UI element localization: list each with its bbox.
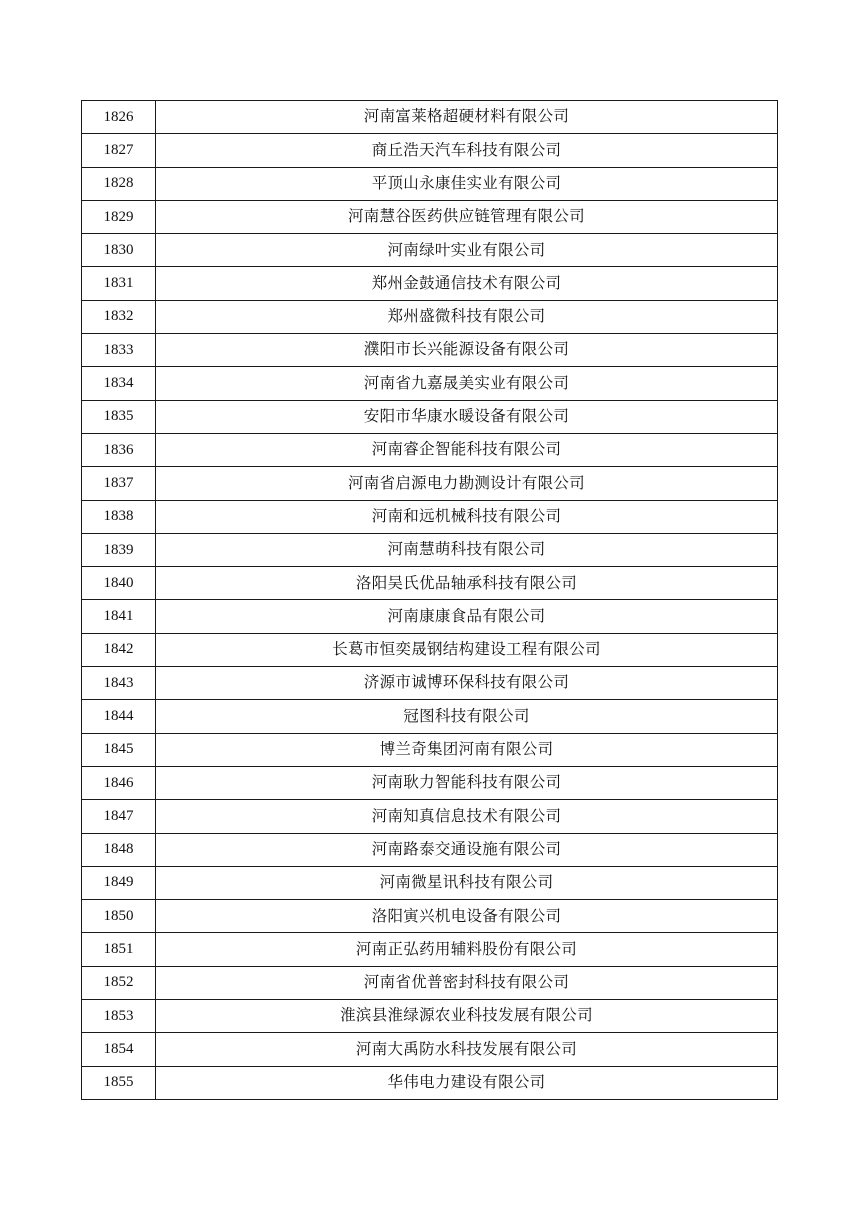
row-number-cell: 1845 [82, 733, 156, 766]
company-name-cell: 河南正弘药用辅料股份有限公司 [156, 933, 778, 966]
table-row [82, 1066, 778, 1099]
company-name-cell: 河南富莱格超硬材料有限公司 [156, 101, 778, 134]
table-row [82, 334, 778, 367]
table-row [82, 200, 778, 233]
table-row [82, 400, 778, 433]
table-row [82, 500, 778, 533]
row-number-cell: 1844 [82, 700, 156, 733]
row-number-cell: 1834 [82, 367, 156, 400]
company-name-cell: 淮滨县淮绿源农业科技发展有限公司 [156, 1000, 778, 1033]
company-name-cell: 河南路泰交通设施有限公司 [156, 833, 778, 866]
company-name-cell: 濮阳市长兴能源设备有限公司 [156, 334, 778, 367]
company-name-cell: 河南知真信息技术有限公司 [156, 800, 778, 833]
row-number-cell: 1829 [82, 200, 156, 233]
company-name-cell: 河南康康食品有限公司 [156, 600, 778, 633]
row-number-cell: 1836 [82, 433, 156, 466]
row-number-cell: 1841 [82, 600, 156, 633]
table-row [82, 900, 778, 933]
table-row [82, 433, 778, 466]
table-row [82, 167, 778, 200]
row-number-cell: 1826 [82, 101, 156, 134]
company-name-cell: 河南大禹防水科技发展有限公司 [156, 1033, 778, 1066]
row-number-cell: 1852 [82, 966, 156, 999]
company-name-cell: 长葛市恒奕晟钢结构建设工程有限公司 [156, 633, 778, 666]
row-number-cell: 1827 [82, 134, 156, 167]
table-row [82, 933, 778, 966]
company-name-cell: 平顶山永康佳实业有限公司 [156, 167, 778, 200]
company-name-cell: 河南微星讯科技有限公司 [156, 866, 778, 899]
row-number-cell: 1842 [82, 633, 156, 666]
company-name-cell: 华伟电力建设有限公司 [156, 1066, 778, 1099]
table-row [82, 567, 778, 600]
row-number-cell: 1848 [82, 833, 156, 866]
table-row [82, 600, 778, 633]
company-name-cell: 郑州盛微科技有限公司 [156, 300, 778, 333]
table-row [82, 134, 778, 167]
row-number-cell: 1853 [82, 1000, 156, 1033]
company-name-cell: 河南慧谷医药供应链管理有限公司 [156, 200, 778, 233]
table-row [82, 833, 778, 866]
company-name-cell: 河南慧萌科技有限公司 [156, 533, 778, 566]
row-number-cell: 1850 [82, 900, 156, 933]
table-row [82, 101, 778, 134]
row-number-cell: 1833 [82, 334, 156, 367]
row-number-cell: 1851 [82, 933, 156, 966]
row-number-cell: 1843 [82, 667, 156, 700]
table-row [82, 866, 778, 899]
table-row [82, 733, 778, 766]
table-row [82, 533, 778, 566]
row-number-cell: 1849 [82, 866, 156, 899]
company-name-cell: 冠图科技有限公司 [156, 700, 778, 733]
company-name-cell: 洛阳吴氏优品轴承科技有限公司 [156, 567, 778, 600]
table-row [82, 966, 778, 999]
row-number-cell: 1854 [82, 1033, 156, 1066]
company-list-table [81, 100, 778, 1100]
row-number-cell: 1830 [82, 234, 156, 267]
table-row [82, 267, 778, 300]
company-name-cell: 安阳市华康水暖设备有限公司 [156, 400, 778, 433]
table-row [82, 800, 778, 833]
company-name-cell: 河南和远机械科技有限公司 [156, 500, 778, 533]
company-name-cell: 河南耿力智能科技有限公司 [156, 766, 778, 799]
row-number-cell: 1828 [82, 167, 156, 200]
company-name-cell: 河南省优普密封科技有限公司 [156, 966, 778, 999]
company-name-cell: 博兰奇集团河南有限公司 [156, 733, 778, 766]
table-row [82, 234, 778, 267]
company-name-cell: 河南睿企智能科技有限公司 [156, 433, 778, 466]
table-body [82, 101, 778, 1100]
company-name-cell: 河南绿叶实业有限公司 [156, 234, 778, 267]
table-row [82, 1000, 778, 1033]
company-name-cell: 商丘浩天汽车科技有限公司 [156, 134, 778, 167]
company-name-cell: 河南省启源电力勘测设计有限公司 [156, 467, 778, 500]
row-number-cell: 1840 [82, 567, 156, 600]
table-row [82, 1033, 778, 1066]
row-number-cell: 1837 [82, 467, 156, 500]
table-row [82, 700, 778, 733]
row-number-cell: 1831 [82, 267, 156, 300]
row-number-cell: 1832 [82, 300, 156, 333]
row-number-cell: 1838 [82, 500, 156, 533]
row-number-cell: 1835 [82, 400, 156, 433]
company-name-cell: 济源市诚博环保科技有限公司 [156, 667, 778, 700]
company-name-cell: 河南省九嘉晟美实业有限公司 [156, 367, 778, 400]
row-number-cell: 1839 [82, 533, 156, 566]
table-row [82, 467, 778, 500]
table-row [82, 766, 778, 799]
table-row [82, 367, 778, 400]
table-row [82, 667, 778, 700]
company-name-cell: 洛阳寅兴机电设备有限公司 [156, 900, 778, 933]
row-number-cell: 1855 [82, 1066, 156, 1099]
table-row [82, 633, 778, 666]
company-name-cell: 郑州金鼓通信技术有限公司 [156, 267, 778, 300]
table-row [82, 300, 778, 333]
row-number-cell: 1846 [82, 766, 156, 799]
row-number-cell: 1847 [82, 800, 156, 833]
